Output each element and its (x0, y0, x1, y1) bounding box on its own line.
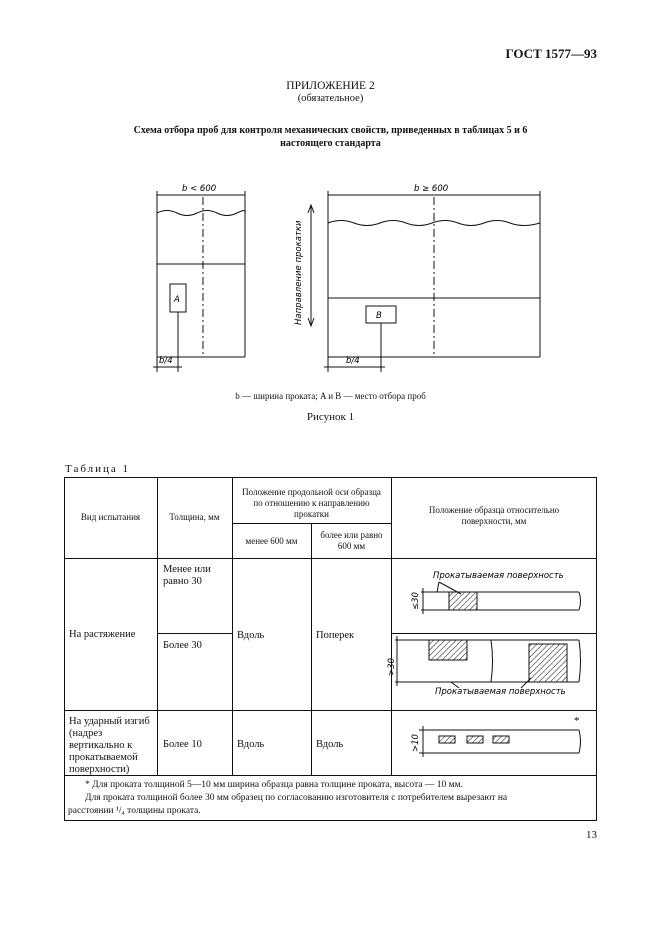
dim-le-30: ≤30 (411, 592, 421, 610)
impact-more-600: Вдоль (316, 739, 344, 750)
dim-gt-10: >10 (411, 734, 421, 752)
left-quarter-label: b/4 (159, 356, 173, 366)
dim-gt-30: >30 (387, 658, 397, 676)
tension-less-600: Вдоль (237, 630, 265, 641)
thickness-gt-10: Более 10 (163, 739, 202, 750)
thickness-gt-30: Более 30 (163, 640, 202, 651)
table-label: Таблица 1 (65, 463, 131, 475)
sample-b-label: B (376, 311, 382, 321)
surface-sketches (387, 558, 597, 776)
appendix-subtitle: (обязательное) (297, 93, 364, 104)
footnote-asterisk: * (574, 715, 580, 727)
right-quarter-label: b/4 (346, 356, 360, 366)
rolled-surface-label-2: Прокатываемая поверхность (435, 687, 566, 697)
tension-more-600: Поперек (316, 630, 355, 641)
rolled-surface-label-1: Прокатываемая поверхность (433, 571, 564, 581)
footnote-2: Для проката толщиной более 30 мм образец по согласованию изготовителя с потребителем вырезают на (85, 793, 508, 803)
footnote-1: * Для проката толщиной 5—10 мм ширина образца равна толщине проката, высота — 10 мм. (85, 780, 464, 790)
row-impact: На ударный изгиб (надрез вертикально к прокатываемой поверхности) (69, 716, 150, 775)
impact-less-600: Вдоль (237, 739, 265, 750)
header-surface-position: Положение образца относительно поверхности, мм (428, 505, 560, 526)
figure-1 (0, 0, 661, 390)
rolling-direction-label: Направление прокатки (294, 220, 304, 325)
document-code: ГОСТ 1577—93 (505, 46, 597, 61)
appendix-title: ПРИЛОЖЕНИЕ 2 (286, 80, 375, 92)
page-number: 13 (586, 829, 597, 841)
right-width-label: b ≥ 600 (414, 184, 449, 194)
thickness-le-30: Менее или равно 30 (163, 564, 211, 587)
scheme-title: Схема отбора проб для контроля механических свойств, приведенных в таблицах 5 и 6 настоящего стандарта (133, 125, 528, 149)
row-tension: На растяжение (69, 629, 136, 640)
header-less-600: менее 600 мм (245, 536, 298, 546)
footnote-3: расстоянии ¹/₄ толщины проката. (68, 806, 201, 816)
left-width-label: b < 600 (182, 184, 217, 194)
header-more-600: более или равно 600 мм (320, 530, 383, 551)
header-thickness: Толщина, мм (169, 512, 220, 522)
header-test-type: Вид испытания (80, 512, 141, 522)
header-axis-position: Положение продольной оси образца по отношению к направлению прокатки (242, 487, 381, 519)
figure-label: Рисунок 1 (306, 411, 355, 423)
figure-caption: b — ширина проката; A и B — место отбора проб (235, 391, 426, 401)
sample-a-label: A (174, 295, 180, 305)
